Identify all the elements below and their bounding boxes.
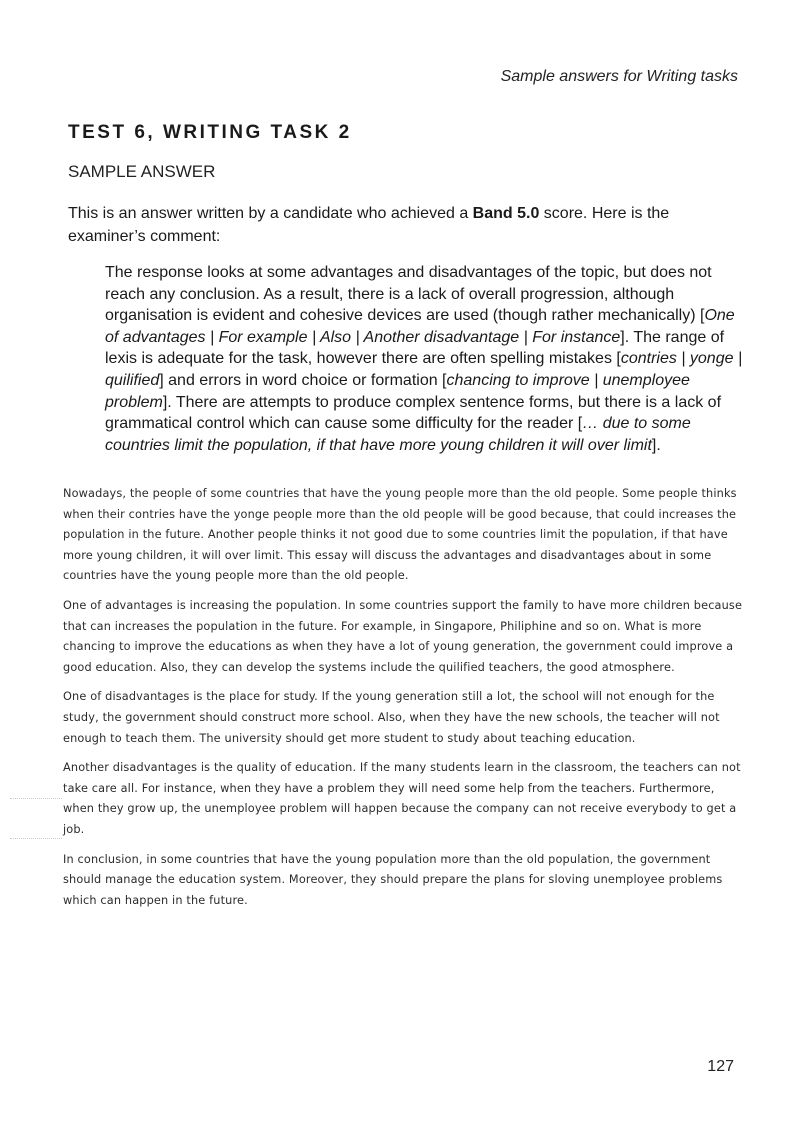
intro-text-start: This is an answer written by a candidate who achieved a: [68, 205, 473, 222]
margin-mark: [10, 838, 62, 839]
essay-paragraph: One of disadvantages is the place for study. If the young generation still a lot, the school will not enough for the study, the government should construct more school. Also, when they have the new schools, the teacher will not enough to teach them. The university should get more student to study about teaching education.: [63, 690, 720, 745]
comment-grammar-example: … due to some countries limit the population, if that have more young children it will over limit: [105, 415, 691, 454]
comment-text: ]. The range of lexis is adequate for the task, however there are often spelling mistakes [: [105, 328, 725, 368]
margin-mark: [10, 798, 62, 799]
comment-text: ] and errors in word choice or formation [: [159, 371, 447, 389]
essay-paragraph: One of advantages is increasing the population. In some countries support the family to have more children because that can increases the population in the future. For example, in Singapore, Philiphine and so on. What is more chancing to improve the educations as when they have a lot of young generation, the government could improve a good education. Also, they can develop the systems include the quilified teachers, the good atmosphere.: [63, 598, 743, 674]
section-heading: SAMPLE ANSWER: [68, 162, 216, 181]
essay-paragraph: Nowadays, the people of some countries that have the young people more than the old people. Some people thinks when their contries have the yonge people more than the old people will be good because, that could increases the population in the future. Another people thinks it not good due to some countries limit the population, if that have more young children, it will over limit. This essay will discuss the advantages and disadvantages about in some countries have the young people more than the old people.: [63, 487, 737, 583]
handwritten-essay: [63, 484, 743, 920]
comment-text: The response looks at some advantages and disadvantages of the topic, but does not reach any conclusion. As a result, there is a lack of overall progression, although organisation is evident and cohesive devices are used (though rather mechanically) [: [105, 264, 712, 325]
essay-paragraph: In conclusion, in some countries that have the young population more than the old population, the government should manage the education system. Moreover, they should prepare the plans for sloving unemployee problems which can happen in the future.: [63, 852, 723, 907]
comment-word-choice-examples: chancing to improve | unemployee problem: [105, 371, 690, 411]
intro-paragraph: [68, 202, 748, 248]
comment-text: ].: [651, 436, 661, 454]
comment-text: ]. There are attempts to produce complex sentence forms, but there is a lack of grammatical control which can cause some difficulty for the reader [: [105, 393, 722, 433]
comment-cohesive-devices: One of advantages | For example | Also | Another disadvantage | For instance: [105, 307, 735, 346]
page-title: TEST 6, WRITING TASK 2: [68, 122, 352, 143]
band-score: Band 5.0: [472, 205, 540, 222]
comment-spelling-examples: contries | yonge | quilified: [105, 350, 743, 389]
page-number: 127: [707, 1058, 734, 1075]
running-header: Sample answers for Writing tasks: [500, 68, 738, 85]
intro-text-end: score. Here is the examiner’s comment:: [68, 205, 670, 245]
examiner-comment: [105, 262, 745, 456]
essay-paragraph: Another disadvantages is the quality of education. If the many students learn in the classroom, the teachers can not take care all. For instance, when they have a problem they will need some help from the teachers. Furthermore, when they grow up, the unemployee problem will happen because the company can not receive everybody to get a job.: [63, 761, 741, 836]
